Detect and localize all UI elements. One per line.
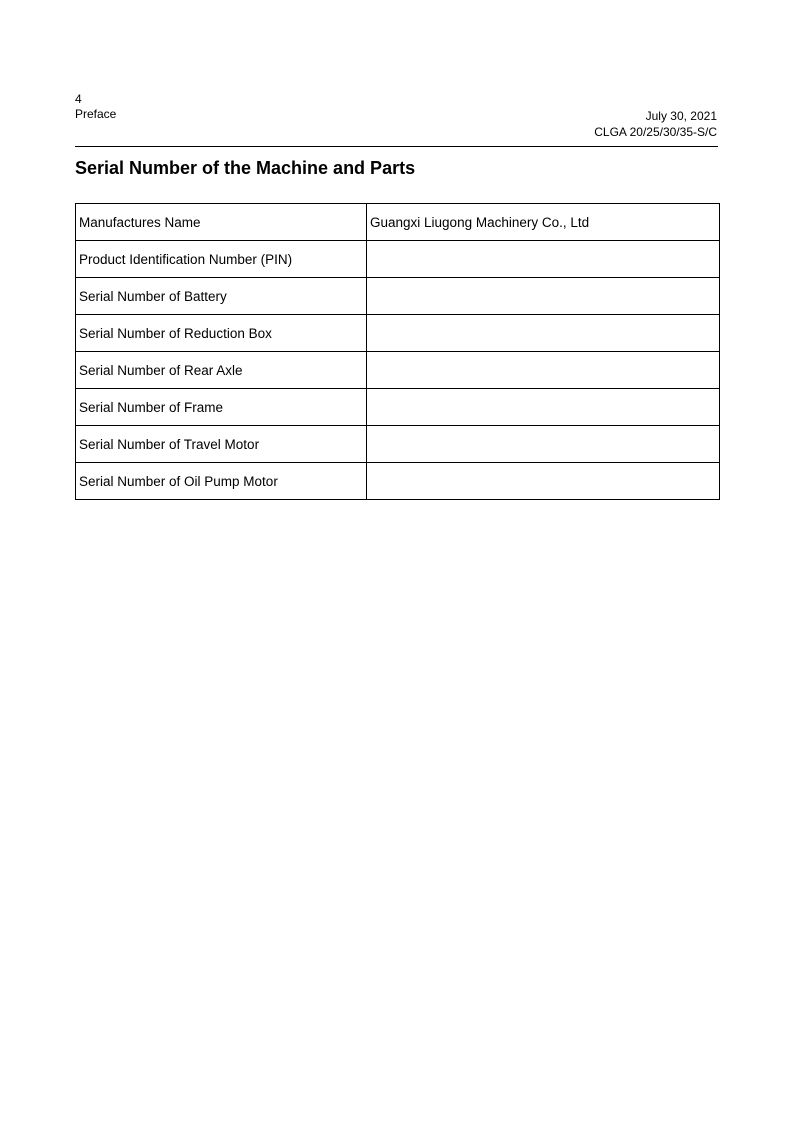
table-row <box>76 426 720 463</box>
document-date: July 30, 2021 <box>645 109 717 123</box>
table-row <box>76 241 720 278</box>
row-label: Serial Number of Oil Pump Motor <box>76 463 367 500</box>
row-label: Product Identification Number (PIN) <box>76 241 367 278</box>
page-number: 4 <box>75 92 82 106</box>
row-value <box>367 241 720 278</box>
page-title: Serial Number of the Machine and Parts <box>75 158 416 178</box>
header-divider <box>75 146 718 147</box>
row-value <box>367 278 720 315</box>
row-label: Serial Number of Battery <box>76 278 367 315</box>
table-row <box>76 352 720 389</box>
row-value <box>367 426 720 463</box>
section-name: Preface <box>75 107 117 121</box>
serial-number-table <box>75 203 720 500</box>
table-row <box>76 204 720 241</box>
row-value <box>367 463 720 500</box>
row-label: Serial Number of Frame <box>76 389 367 426</box>
row-label: Manufactures Name <box>76 204 367 241</box>
table-row <box>76 278 720 315</box>
row-label: Serial Number of Travel Motor <box>76 426 367 463</box>
row-label: Serial Number of Reduction Box <box>76 315 367 352</box>
row-value: Guangxi Liugong Machinery Co., Ltd <box>367 204 720 241</box>
table-row <box>76 463 720 500</box>
header-right <box>594 108 717 140</box>
row-value <box>367 389 720 426</box>
row-value <box>367 315 720 352</box>
table-row <box>76 389 720 426</box>
row-value <box>367 352 720 389</box>
model-code: CLGA 20/25/30/35-S/C <box>594 125 717 139</box>
row-label: Serial Number of Rear Axle <box>76 352 367 389</box>
table-row <box>76 315 720 352</box>
